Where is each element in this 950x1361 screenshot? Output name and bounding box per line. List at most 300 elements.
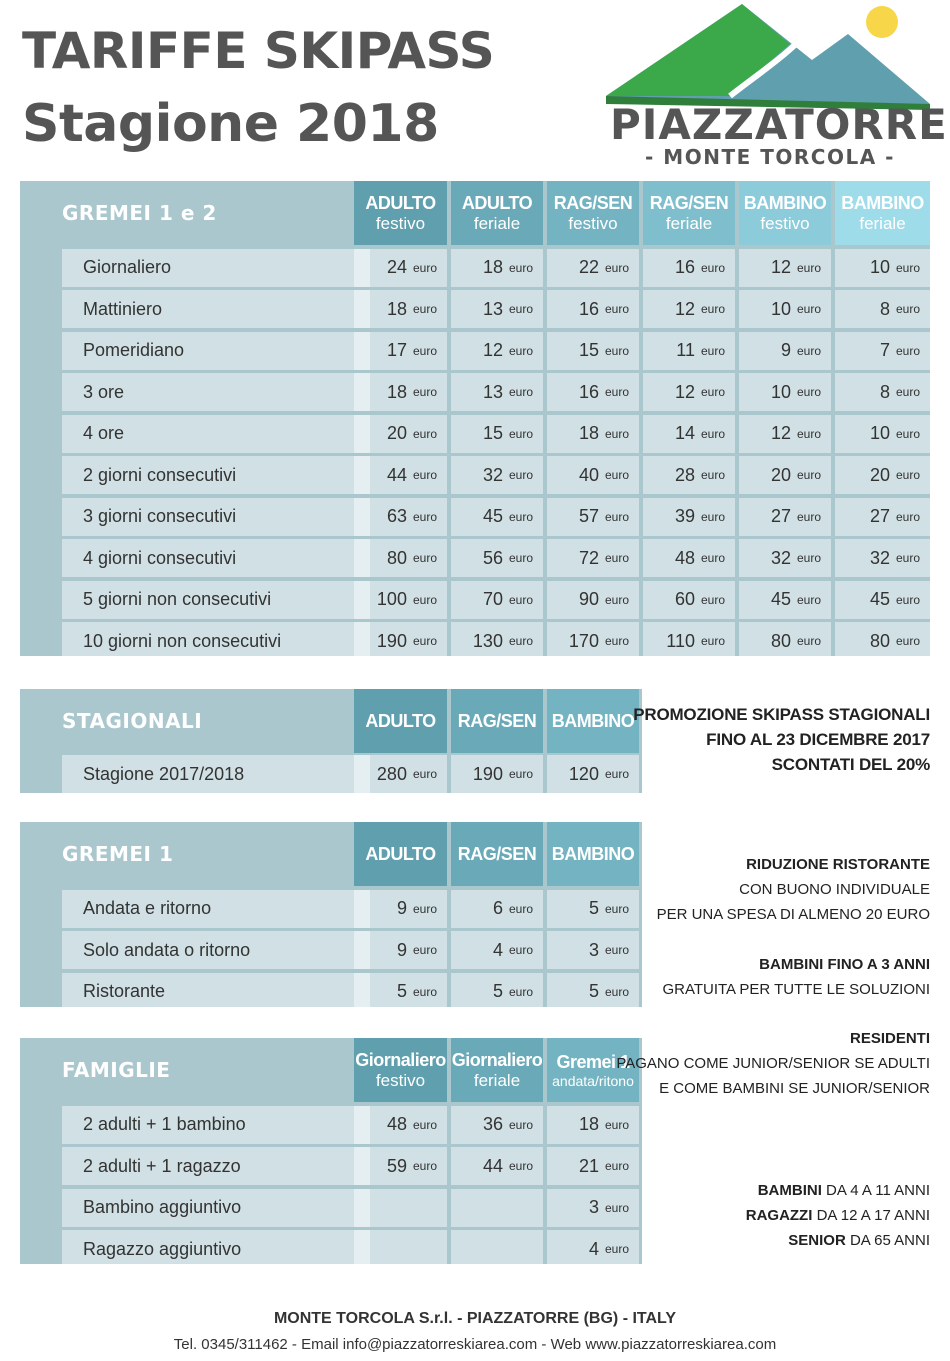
- currency-label: euro: [796, 343, 821, 358]
- price-value: 100: [376, 589, 407, 609]
- table-row: [20, 973, 642, 1011]
- currency-label: euro: [604, 1159, 629, 1173]
- price-value: 18: [578, 1114, 599, 1134]
- currency-label: euro: [508, 551, 533, 565]
- row-label: 2 adulti + 1 ragazzo: [62, 1147, 370, 1185]
- famiglie-table: [20, 1038, 642, 1264]
- price-cell: [835, 415, 930, 453]
- price-value: 48: [674, 547, 695, 568]
- price-cell: [547, 373, 639, 411]
- price-cell: [835, 622, 930, 660]
- table-row: [20, 290, 930, 328]
- currency-label: euro: [508, 385, 533, 399]
- table-row: [20, 456, 930, 494]
- table-row: [20, 1147, 642, 1185]
- promo-line1: PROMOZIONE SKIPASS STAGIONALI: [633, 705, 930, 724]
- currency-label: euro: [508, 1117, 533, 1132]
- price-cell: [451, 1106, 543, 1144]
- row-label: Giornaliero: [62, 249, 370, 287]
- price-cell: [643, 622, 735, 660]
- eta-range: DA 4 A 11 ANNI: [826, 1182, 930, 1199]
- footer-company: MONTE TORCOLA S.r.l. - PIAZZATORRE (BG) - ITALY: [273, 1310, 677, 1327]
- price-value: 6: [492, 898, 503, 918]
- price-cell: [451, 931, 543, 969]
- price-value: 190: [472, 763, 503, 784]
- table-row: [20, 931, 642, 969]
- table-row: [20, 890, 642, 928]
- gremei1-table: [20, 822, 642, 1007]
- price-cell: [835, 456, 930, 494]
- price-value: 13: [482, 381, 503, 402]
- currency-label: euro: [895, 260, 920, 275]
- table-row: [20, 249, 930, 287]
- gremei12-header-cell: [354, 181, 447, 245]
- price-value: 18: [386, 298, 407, 319]
- currency-label: euro: [412, 901, 437, 916]
- currency-label: euro: [412, 1159, 437, 1173]
- price-cell: [451, 249, 543, 287]
- footer-contacts: Tel. 0345/311462 - Email info@piazzatorreskiarea.com - Web www.piazzatorreskiarea.com: [173, 1336, 777, 1353]
- price-cell: [451, 539, 543, 577]
- currency-label: euro: [604, 343, 629, 358]
- currency-label: euro: [604, 509, 629, 524]
- price-value: 9: [396, 939, 407, 960]
- famiglie-header-cell: [451, 1038, 543, 1102]
- price-cell: [739, 332, 831, 370]
- currency-label: euro: [604, 767, 629, 781]
- gremei12-header-cell: [547, 181, 639, 245]
- price-cell: [547, 290, 639, 328]
- price-value: 39: [674, 506, 695, 526]
- note-residenti-title: RESIDENTI: [849, 1030, 930, 1047]
- note-residenti-line2: E COME BAMBINI SE JUNIOR/SENIOR: [659, 1080, 930, 1097]
- price-cell: [835, 498, 930, 536]
- price-cell: [451, 1230, 543, 1268]
- price-value: 5: [588, 898, 599, 918]
- currency-label: euro: [604, 1117, 629, 1132]
- header-sublabel: andata/ritono: [552, 1072, 634, 1089]
- table-row: [20, 581, 930, 619]
- famiglie-header-cell: [354, 1038, 447, 1102]
- price-cell: [451, 1189, 543, 1227]
- currency-label: euro: [508, 592, 533, 607]
- currency-label: euro: [895, 343, 920, 358]
- currency-label: euro: [895, 509, 920, 524]
- header-label: BAMBINO: [841, 192, 924, 213]
- price-value: 18: [482, 257, 503, 277]
- table-row: [20, 1106, 642, 1144]
- price-cell: [547, 539, 639, 577]
- row-label: Bambino aggiuntivo: [62, 1189, 370, 1227]
- price-cell: [451, 755, 543, 793]
- price-value: 20: [869, 464, 890, 485]
- header-label: ADULTO: [365, 710, 436, 731]
- price-value: 18: [578, 423, 599, 443]
- header-label: ADULTO: [365, 192, 436, 213]
- price-cell: [547, 1189, 639, 1227]
- price-value: 12: [482, 340, 503, 360]
- currency-label: euro: [796, 592, 821, 607]
- stagionali-header-cell: [451, 689, 543, 753]
- price-value: 45: [482, 506, 503, 526]
- price-cell: [547, 1230, 639, 1268]
- price-value: 45: [869, 589, 890, 609]
- gremei1-header-cell: [547, 822, 639, 886]
- currency-label: euro: [895, 468, 920, 482]
- currency-label: euro: [412, 634, 437, 648]
- price-value: 14: [674, 423, 695, 443]
- row-label: 2 adulti + 1 bambino: [62, 1106, 370, 1144]
- header-sublabel: festivo: [568, 213, 618, 233]
- row-label: 10 giorni non consecutivi: [62, 622, 370, 660]
- currency-label: euro: [895, 302, 920, 316]
- price-value: 110: [666, 630, 695, 651]
- gremei12-header-cell: [643, 181, 735, 245]
- currency-label: euro: [412, 551, 437, 565]
- price-value: 280: [376, 763, 407, 784]
- currency-label: euro: [412, 343, 437, 358]
- note-ristorante-line2: PER UNA SPESA DI ALMENO 20 EURO: [656, 906, 930, 923]
- price-cell: [354, 1106, 447, 1144]
- price-cell: [451, 332, 543, 370]
- price-cell: [643, 290, 735, 328]
- table-row: [20, 622, 930, 660]
- price-cell: [547, 1106, 639, 1144]
- currency-label: euro: [895, 551, 920, 565]
- currency-label: euro: [508, 468, 533, 482]
- note-residenti-line1: PAGANO COME JUNIOR/SENIOR SE ADULTI: [616, 1055, 930, 1072]
- price-cell: [354, 1189, 447, 1227]
- currency-label: euro: [508, 509, 533, 524]
- price-cell: [354, 973, 447, 1011]
- price-cell: [354, 415, 447, 453]
- row-label: 3 giorni consecutivi: [62, 498, 370, 536]
- note-eta: [746, 1178, 930, 1253]
- currency-label: euro: [700, 634, 725, 648]
- price-value: 44: [482, 1155, 503, 1176]
- currency-label: euro: [412, 767, 437, 781]
- table-row: [20, 1230, 642, 1268]
- header-label: ADULTO: [365, 843, 436, 864]
- price-value: 8: [879, 298, 890, 319]
- price-value: 60: [674, 589, 695, 609]
- currency-label: euro: [796, 634, 821, 648]
- row-label: 3 ore: [62, 373, 370, 411]
- price-value: 4: [588, 1238, 599, 1259]
- gremei12-header-cell: [835, 181, 930, 245]
- header-sublabel: festivo: [375, 213, 426, 233]
- currency-label: euro: [508, 984, 533, 999]
- price-cell: [354, 332, 447, 370]
- eta-range: DA 65 ANNI: [849, 1232, 930, 1249]
- price-cell: [354, 539, 447, 577]
- price-value: 80: [869, 630, 890, 651]
- currency-label: euro: [895, 634, 920, 648]
- currency-label: euro: [508, 1159, 533, 1173]
- header-label: BAMBINO: [551, 710, 635, 731]
- currency-label: euro: [700, 260, 725, 275]
- table-row: [20, 373, 930, 411]
- table-row: [20, 498, 930, 536]
- note-residenti: [616, 1026, 930, 1101]
- currency-label: euro: [700, 509, 725, 524]
- price-value: 12: [674, 298, 695, 319]
- eta-label: RAGAZZI: [745, 1207, 813, 1224]
- price-cell: [643, 249, 735, 287]
- price-value: 22: [578, 257, 599, 277]
- price-cell: [547, 249, 639, 287]
- currency-label: euro: [700, 592, 725, 607]
- currency-label: euro: [412, 302, 437, 316]
- header-label: RAG/SEN: [457, 843, 537, 864]
- price-cell: [451, 622, 543, 660]
- gremei1-header-cell: [451, 822, 543, 886]
- price-cell: [354, 1147, 447, 1185]
- currency-label: euro: [604, 984, 629, 999]
- price-cell: [547, 973, 639, 1011]
- price-cell: [739, 456, 831, 494]
- currency-label: euro: [412, 943, 437, 957]
- price-cell: [547, 1147, 639, 1185]
- table-row: [20, 332, 930, 370]
- price-value: 4: [492, 939, 503, 960]
- price-value: 5: [588, 981, 599, 1001]
- currency-label: euro: [700, 426, 725, 441]
- logo-subtitle: - MONTE TORCOLA -: [645, 145, 895, 169]
- price-cell: [354, 249, 447, 287]
- header-sublabel: festivo: [760, 213, 810, 233]
- price-cell: [643, 498, 735, 536]
- price-cell: [835, 581, 930, 619]
- currency-label: euro: [604, 551, 629, 565]
- stagionali-header-cell: [354, 689, 447, 753]
- price-value: 11: [676, 340, 695, 360]
- currency-label: euro: [508, 943, 533, 957]
- price-value: 20: [386, 423, 407, 443]
- price-cell: [354, 931, 447, 969]
- currency-label: euro: [508, 901, 533, 916]
- row-label: Stagione 2017/2018: [62, 755, 370, 793]
- price-cell: [739, 249, 831, 287]
- currency-label: euro: [700, 385, 725, 399]
- price-value: 32: [482, 464, 503, 485]
- price-value: 10: [770, 298, 791, 319]
- price-value: 45: [770, 589, 791, 609]
- note-ristorante: [657, 852, 930, 927]
- price-cell: [643, 415, 735, 453]
- gremei12-title: GREMEI 1 e 2: [62, 201, 217, 225]
- row-label: Solo andata o ritorno: [62, 931, 370, 969]
- header-sublabel: feriale: [665, 213, 713, 233]
- price-value: 15: [578, 340, 599, 360]
- price-cell: [739, 622, 831, 660]
- price-value: 80: [386, 547, 407, 568]
- price-cell: [547, 498, 639, 536]
- row-label: 5 giorni non consecutivi: [62, 581, 370, 619]
- currency-label: euro: [895, 592, 920, 607]
- row-label: Andata e ritorno: [62, 890, 370, 928]
- currency-label: euro: [604, 260, 629, 275]
- header-label: RAG/SEN: [649, 192, 729, 213]
- price-cell: [451, 973, 543, 1011]
- header-label: RAG/SEN: [457, 710, 537, 731]
- header-label: Gremei 1: [556, 1051, 630, 1072]
- promo-line2: FINO AL 23 DICEMBRE 2017: [706, 730, 930, 749]
- price-value: 70: [482, 589, 503, 609]
- currency-label: euro: [796, 509, 821, 524]
- currency-label: euro: [895, 426, 920, 441]
- table-row: [20, 539, 930, 577]
- currency-label: euro: [796, 302, 821, 316]
- currency-label: euro: [508, 302, 533, 316]
- price-cell: [547, 755, 639, 793]
- gremei12-header-cell: [739, 181, 831, 245]
- price-value: 48: [386, 1114, 407, 1134]
- price-value: 36: [482, 1114, 503, 1134]
- price-cell: [643, 539, 735, 577]
- price-cell: [354, 373, 447, 411]
- price-cell: [835, 290, 930, 328]
- currency-label: euro: [604, 901, 629, 916]
- price-value: 20: [770, 464, 791, 485]
- row-label: Ragazzo aggiuntivo: [62, 1230, 370, 1268]
- note-bambini-title: BAMBINI FINO A 3 ANNI: [759, 956, 930, 973]
- header-label: ADULTO: [461, 192, 533, 213]
- eta-row: [746, 1178, 930, 1203]
- price-value: 17: [386, 340, 407, 360]
- price-value: 13: [482, 298, 503, 319]
- currency-label: euro: [508, 343, 533, 358]
- price-cell: [451, 415, 543, 453]
- table-row: [20, 415, 930, 453]
- currency-label: euro: [508, 767, 533, 781]
- eta-label: SENIOR: [788, 1232, 846, 1249]
- currency-label: euro: [796, 260, 821, 275]
- currency-label: euro: [700, 551, 725, 565]
- price-cell: [451, 373, 543, 411]
- eta-range: DA 12 A 17 ANNI: [816, 1207, 930, 1224]
- price-value: 3: [588, 939, 599, 960]
- stagionali-title: STAGIONALI: [62, 709, 203, 733]
- price-value: 59: [386, 1155, 407, 1176]
- currency-label: euro: [700, 343, 725, 358]
- price-value: 16: [578, 381, 599, 402]
- currency-label: euro: [508, 426, 533, 441]
- price-value: 57: [578, 506, 599, 526]
- currency-label: euro: [508, 260, 533, 275]
- page-subtitle: Stagione 2018: [22, 94, 439, 154]
- currency-label: euro: [604, 1242, 629, 1256]
- header-sublabel: feriale: [473, 1070, 521, 1090]
- currency-label: euro: [604, 592, 629, 607]
- note-ristorante-line1: CON BUONO INDIVIDUALE: [739, 881, 930, 898]
- gremei1-title: GREMEI 1: [62, 842, 174, 866]
- price-value: 63: [386, 506, 407, 526]
- currency-label: euro: [895, 385, 920, 399]
- currency-label: euro: [796, 385, 821, 399]
- price-value: 56: [482, 547, 503, 568]
- row-label: 4 giorni consecutivi: [62, 539, 370, 577]
- gremei12-table: [20, 181, 930, 656]
- note-bambini-line1: GRATUITA PER TUTTE LE SOLUZIONI: [662, 981, 930, 998]
- page-title: TARIFFE SKIPASS: [22, 22, 495, 80]
- famiglie-title: FAMIGLIE: [62, 1058, 171, 1082]
- promo-line3: SCONTATI DEL 20%: [771, 755, 930, 774]
- header-sublabel: feriale: [859, 213, 906, 233]
- price-cell: [354, 581, 447, 619]
- price-cell: [354, 456, 447, 494]
- price-cell: [739, 373, 831, 411]
- price-value: 7: [879, 340, 890, 360]
- price-value: 9: [396, 898, 407, 918]
- price-value: 5: [492, 981, 503, 1001]
- price-value: 12: [770, 257, 791, 277]
- currency-label: euro: [412, 1117, 437, 1132]
- price-value: 10: [869, 423, 890, 443]
- price-value: 16: [674, 257, 695, 277]
- price-cell: [547, 332, 639, 370]
- price-value: 16: [578, 298, 599, 319]
- price-value: 18: [386, 381, 407, 402]
- price-cell: [354, 755, 447, 793]
- price-value: 170: [568, 630, 599, 651]
- currency-label: euro: [412, 385, 437, 399]
- price-cell: [354, 290, 447, 328]
- eta-label: BAMBINI: [757, 1182, 822, 1199]
- currency-label: euro: [412, 509, 437, 524]
- price-value: 10: [869, 257, 890, 277]
- stagionali-header-cell: [547, 689, 639, 753]
- price-value: 32: [770, 547, 791, 568]
- price-value: 32: [869, 547, 890, 568]
- row-label: 2 giorni consecutivi: [62, 456, 370, 494]
- price-value: 12: [674, 381, 695, 402]
- price-value: 190: [376, 630, 407, 651]
- header-label: BAMBINO: [743, 192, 827, 213]
- price-value: 80: [770, 630, 791, 651]
- currency-label: euro: [412, 592, 437, 607]
- price-value: 130: [472, 630, 503, 651]
- price-value: 5: [396, 981, 407, 1001]
- currency-label: euro: [604, 1200, 629, 1215]
- price-cell: [739, 415, 831, 453]
- currency-label: euro: [412, 426, 437, 441]
- price-cell: [835, 539, 930, 577]
- currency-label: euro: [604, 943, 629, 957]
- price-cell: [643, 332, 735, 370]
- note-bambini: [662, 952, 930, 1002]
- price-cell: [643, 373, 735, 411]
- price-cell: [547, 622, 639, 660]
- gremei12-header-cell: [451, 181, 543, 245]
- price-value: 3: [588, 1197, 599, 1217]
- price-value: 9: [780, 340, 791, 360]
- price-cell: [643, 581, 735, 619]
- header-label: BAMBINO: [551, 843, 635, 864]
- currency-label: euro: [412, 984, 437, 999]
- currency-label: euro: [412, 260, 437, 275]
- currency-label: euro: [604, 302, 629, 316]
- price-cell: [739, 290, 831, 328]
- table-row: [20, 1189, 642, 1227]
- price-value: 27: [869, 506, 890, 526]
- currency-label: euro: [604, 634, 629, 648]
- row-label: Ristorante: [62, 973, 370, 1011]
- currency-label: euro: [796, 426, 821, 441]
- price-value: 24: [386, 257, 407, 277]
- row-label: Mattiniero: [62, 290, 370, 328]
- price-value: 72: [578, 547, 599, 568]
